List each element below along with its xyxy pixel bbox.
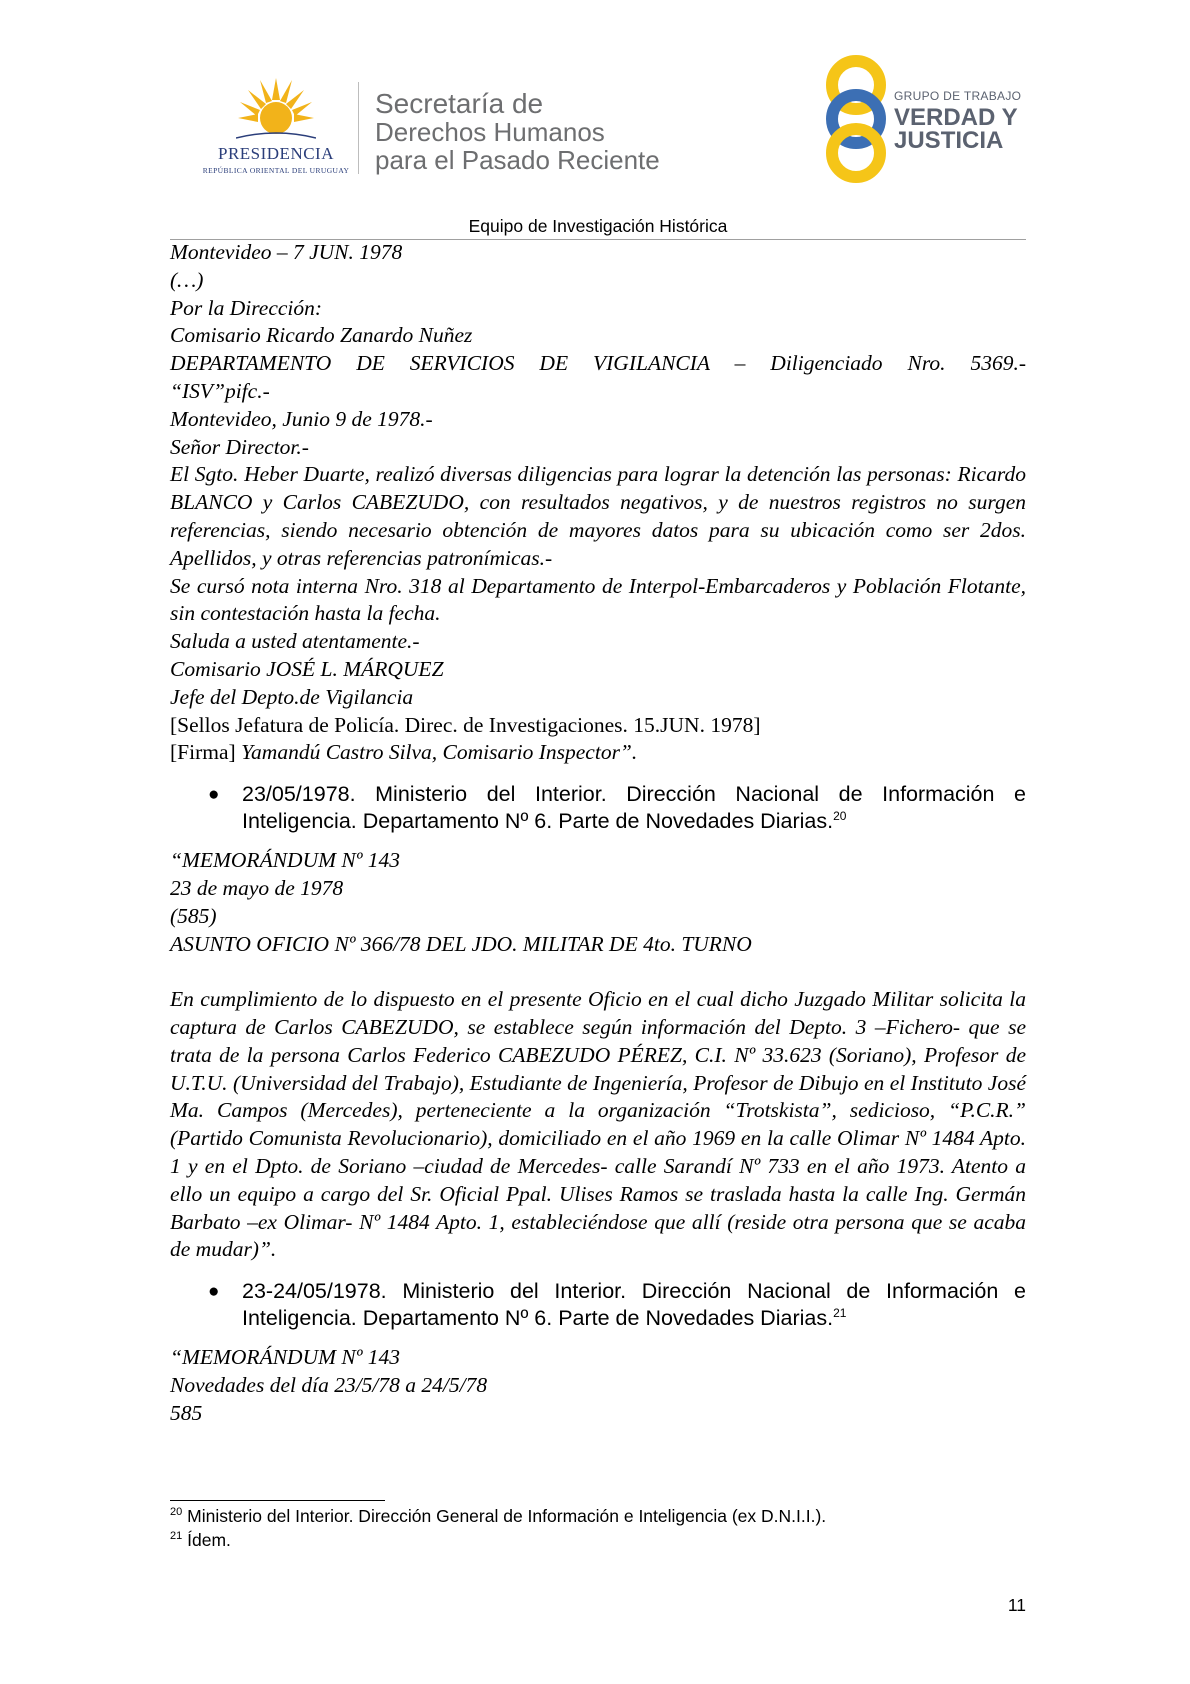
text-line: 23 de mayo de 1978 bbox=[170, 875, 344, 900]
presidencia-label: PRESIDENCIA bbox=[217, 144, 334, 163]
footnotes bbox=[170, 1504, 1026, 1552]
text-line: (…) bbox=[170, 267, 204, 292]
text-line: ASUNTO OFICIO Nº 366/78 DEL JDO. MILITAR DE 4to. TURNO bbox=[170, 931, 752, 956]
text-line: 585 bbox=[170, 1400, 203, 1425]
paragraph: Se cursó nota interna Nro. 318 al Departamento de Interpol-Embarcaderos y Población Flotante, sin contestación hasta la fecha. bbox=[170, 573, 1026, 626]
page-number: 11 bbox=[1007, 1595, 1026, 1615]
secretaria-line-3: para el Pasado Reciente bbox=[375, 145, 660, 175]
sun-emblem-icon bbox=[236, 74, 316, 154]
secretaria-logo-text bbox=[375, 90, 660, 174]
bullet-text: 23/05/1978. Ministerio del Interior. Dirección Nacional de Información e Inteligencia. Departamento Nº 6. Parte de Novedades Diarias. bbox=[242, 782, 1026, 834]
paragraph: El Sgto. Heber Duarte, realizó diversas diligencias para lograr la detención las personas: Ricardo BLANCO y Carlos CABEZUDO, con resultados negativos, y de nuestros registros no surgen referencias, siendo necesario obtención de mayores datos para su ubicación como ser 2dos. Apellidos, y otras referencias patronímicas.- bbox=[170, 462, 1026, 570]
bullet-text: 23-24/05/1978. Ministerio del Interior. Dirección Nacional de Información e Inteligencia. Departamento Nº 6. Parte de Novedades Diarias. bbox=[242, 1279, 1026, 1331]
footnote bbox=[170, 1504, 1026, 1528]
text-line: Comisario Ricardo Zanardo Nuñez bbox=[170, 323, 473, 348]
bullet-icon: ● bbox=[208, 1281, 220, 1303]
secretaria-line-2: Derechos Humanos bbox=[375, 117, 605, 147]
signature-note bbox=[170, 739, 1026, 767]
text-line: Montevideo, Junio 9 de 1978.- bbox=[170, 406, 433, 431]
footnote bbox=[170, 1528, 1026, 1552]
text-line: Novedades del día 23/5/78 a 24/5/78 bbox=[170, 1372, 488, 1397]
stamp-note: [Sellos Jefatura de Policía. Direc. de Investigaciones. 15.JUN. 1978] bbox=[170, 712, 761, 737]
presidencia-sublabel: REPÚBLICA ORIENTAL DEL URUGUAY bbox=[202, 166, 350, 175]
paragraph: En cumplimiento de lo dispuesto en el presente Oficio en el cual dicho Juzgado Militar solicita la captura de Carlos CABEZUDO, se establece según información del Depto. 3 –Fichero- que se trata de la persona Carlos Federico CABEZUDO PÉREZ, C.I. Nº 33.623 (Soriano), Profesor de U.T.U. (Universidad del Trabajo), Estudiante de Ingeniería, Profesor de Dibujo en el Instituto José Ma. Campos (Mercedes), perteneciente a la organización “Trotskista”, sedicioso, “P.C.R.” (Partido Comunista Revolucionario), domiciliado en el año 1969 en la calle Olimar Nº 1484 Apto. 1 y en el Dpto. de Soriano –ciudad de Mercedes- calle Sarandí Nº 733 en el año 1973. Atento a ello un equipo a cargo del Sr. Oficial Ppal. Ulises Ramos se traslada hasta la calle Ing. Germán Barbato –ex Olimar- Nº 1484 Apto. 1, estableciéndose que allí (reside otra persona que se acaba de mudar)”. bbox=[170, 987, 1026, 1262]
spacer bbox=[170, 958, 1026, 986]
presidencia-logo bbox=[196, 74, 356, 184]
footnote-number: 20 bbox=[170, 1506, 183, 1519]
linked-rings-icon bbox=[818, 55, 898, 185]
footnote-separator bbox=[170, 1500, 385, 1501]
bullet-icon: ● bbox=[208, 784, 220, 806]
text-line: “MEMORÁNDUM Nº 143 bbox=[170, 1345, 401, 1370]
signature-label: [Firma] bbox=[170, 740, 236, 765]
text-line: “ISV”pifc.- bbox=[170, 378, 270, 403]
secretaria-line-1: Secretaría de bbox=[375, 88, 544, 119]
team-title: Equipo de Investigación Histórica bbox=[468, 216, 728, 236]
grupo-de-trabajo-label: GRUPO DE TRABAJO bbox=[894, 89, 1022, 103]
verdad-justicia-logo bbox=[818, 55, 1028, 185]
signature-text: Yamandú Castro Silva, Comisario Inspector”. bbox=[241, 740, 638, 765]
list-item bbox=[170, 1278, 1026, 1332]
list-item bbox=[170, 781, 1026, 835]
verdad-label: VERDAD Y bbox=[894, 104, 1018, 131]
text-line: Comisario JOSÉ L. MÁRQUEZ bbox=[170, 656, 444, 681]
header-divider bbox=[358, 82, 359, 174]
footnote-text: Ídem. bbox=[187, 1530, 231, 1550]
text-line: Montevideo – 7 JUN. 1978 bbox=[170, 240, 403, 264]
text-line: Por la Dirección: bbox=[170, 295, 323, 320]
footnote-ref: 21 bbox=[833, 1305, 847, 1320]
footnote-ref: 20 bbox=[833, 808, 847, 823]
text-line: Señor Director.- bbox=[170, 434, 309, 459]
text-line: Saluda a usted atentamente.- bbox=[170, 629, 420, 654]
text-line: DEPARTAMENTO DE SERVICIOS DE VIGILANCIA – Diligenciado Nro. 5369.- bbox=[170, 351, 1026, 376]
footnote-number: 21 bbox=[170, 1530, 183, 1543]
text-line: “MEMORÁNDUM Nº 143 bbox=[170, 848, 401, 873]
text-line: (585) bbox=[170, 903, 217, 928]
document-body bbox=[170, 239, 1026, 1427]
justicia-label: JUSTICIA bbox=[894, 127, 1004, 154]
footnote-text: Ministerio del Interior. Dirección General de Información e Inteligencia (ex D.N.I.I.). bbox=[187, 1506, 827, 1526]
text-line: Jefe del Depto.de Vigilancia bbox=[170, 684, 414, 709]
